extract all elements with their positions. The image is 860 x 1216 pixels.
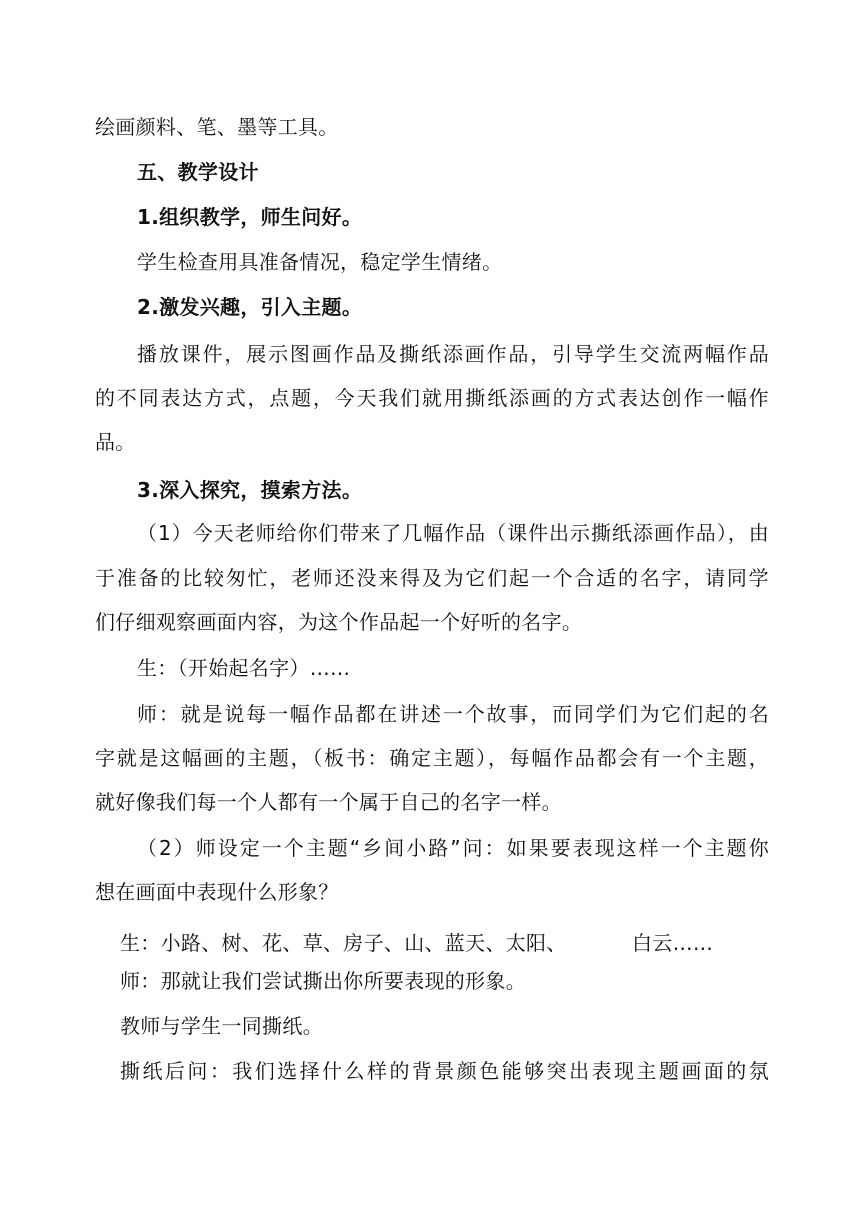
paragraph-line: 教师与学生一同撕纸。: [120, 1014, 323, 1038]
paragraph-line: 生：小路、树、花、草、房子、山、蓝天、太阳、: [120, 931, 567, 955]
step-heading: 2.激发兴趣，引入主题。: [137, 295, 363, 319]
section-heading: 五、教学设计: [137, 160, 259, 184]
paragraph-line: 品。: [95, 430, 136, 454]
paragraph-line: （2）师设定一个主题“乡间小路”问：如果要表现这样一个主题你: [137, 836, 769, 860]
paragraph-line: 师：那就让我们尝试撕出你所要表现的形象。: [120, 969, 526, 993]
paragraph-line: 师：就是说每一幅作品都在讲述一个故事，而同学们为它们起的名: [137, 702, 769, 726]
paragraph-line: 的不同表达方式，点题，今天我们就用撕纸添画的方式表达创作一幅作: [95, 386, 769, 410]
step-heading: 1.组织教学，师生问好。: [137, 205, 363, 229]
paragraph-line-tail: 白云……: [632, 931, 714, 955]
paragraph-line: 于准备的比较匆忙，老师还没来得及为它们起一个合适的名字，请同学: [95, 566, 769, 590]
paragraph-line: （1）今天老师给你们带来了几幅作品（课件出示撕纸添画作品），由: [137, 521, 769, 545]
text-line: 绘画颜料、笔、墨等工具。: [95, 115, 339, 139]
paragraph-line: 撕纸后问：我们选择什么样的背景颜色能够突出表现主题画面的氛: [120, 1059, 769, 1083]
paragraph-line: 就好像我们每一个人都有一个属于自己的名字一样。: [95, 790, 562, 814]
paragraph-line: 们仔细观察画面内容，为这个作品起一个好听的名字。: [95, 610, 583, 634]
paragraph-line: 播放课件，展示图画作品及撕纸添画作品，引导学生交流两幅作品: [137, 342, 769, 366]
paragraph-line: 想在画面中表现什么形象？: [95, 880, 339, 904]
paragraph-line: 学生检查用具准备情况，稳定学生情绪。: [137, 250, 503, 274]
paragraph-line: 生：（开始起名字）……: [137, 656, 351, 680]
step-heading: 3.深入探究，摸索方法。: [137, 478, 363, 502]
paragraph-line: 字就是这幅画的主题，（板书：确定主题），每幅作品都会有一个主题，: [95, 746, 769, 770]
